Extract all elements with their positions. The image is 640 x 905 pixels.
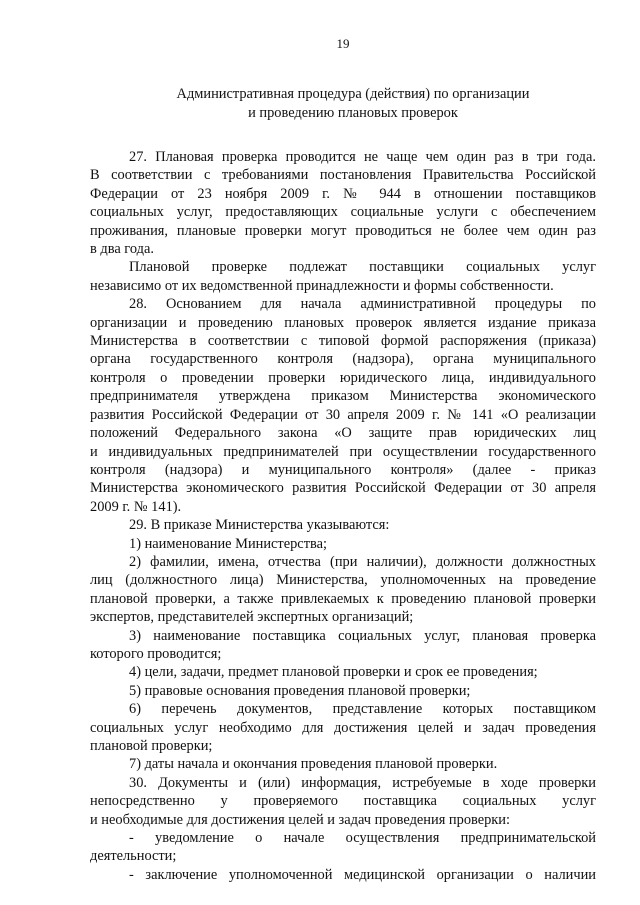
text-line: Плановой проверке подлежат поставщики социальных услуг xyxy=(129,259,596,276)
text-line: 2009 г. № 141). xyxy=(90,498,182,515)
paragraph-29 xyxy=(90,516,596,534)
text-line: организации и проведению плановых проверок является издание приказа xyxy=(90,314,596,331)
paragraph-27-subjects xyxy=(90,258,596,295)
section-title-line-1: Административная процедура (действия) по организации xyxy=(176,86,530,102)
text-line: которого проводится; xyxy=(90,645,222,662)
list-item-5 xyxy=(90,682,596,700)
page-number: 19 xyxy=(336,36,350,51)
list-item-4 xyxy=(90,663,596,681)
text-line: 1) наименование Министерства; xyxy=(129,535,327,552)
text-line: - заключение уполномоченной медицинской организации о наличии xyxy=(129,866,596,883)
text-line: лиц (должностного лица) Министерства, уполномоченных на проведение xyxy=(90,572,596,589)
paragraph-28 xyxy=(90,295,596,516)
section-title xyxy=(90,85,596,123)
dash-item-1 xyxy=(90,829,596,866)
text-line: Министерства в соответствии с типовой формой распоряжения (приказа) xyxy=(90,333,596,350)
text-line: 27. Плановая проверка проводится не чаще чем один раз в три года. xyxy=(129,149,596,165)
text-line: 6) перечень документов, представление которых поставщиком xyxy=(129,701,596,718)
text-line: 28. Основанием для начала административной процедуры по xyxy=(129,296,596,313)
text-line: и индивидуальных предпринимателей при осуществлении государственного xyxy=(90,443,596,460)
text-line: 4) цели, задачи, предмет плановой проверки и срок ее проведения; xyxy=(129,664,538,681)
text-line: экспертов, представителей экспертных организаций; xyxy=(90,609,414,626)
text-line: деятельности; xyxy=(90,848,177,865)
list-item-3 xyxy=(90,627,596,664)
text-line: В соответствии с требованиями постановления Правительства Российской xyxy=(90,167,596,184)
paragraph-30 xyxy=(90,774,596,829)
list-item-6 xyxy=(90,700,596,755)
text-line: органа государственного контроля (надзора), органа муниципального xyxy=(90,351,596,368)
text-line: положений Федерального закона «О защите прав юридических лиц xyxy=(90,425,596,442)
text-line: плановой проверки; xyxy=(90,738,213,754)
section-title-line-2: и проведению плановых проверок xyxy=(248,105,458,121)
list-item-2 xyxy=(90,553,596,627)
text-line: 30. Документы и (или) информация, истребуемые в ходе проверки xyxy=(129,774,596,791)
text-line: Министерства экономического развития Российской Федерации от 30 апреля xyxy=(90,480,596,497)
text-line: 3) наименование поставщика социальных услуг, плановая проверка xyxy=(129,627,596,644)
list-item-1 xyxy=(90,535,596,553)
text-line: контроля о проведении проверки юридического лица, индивидуального xyxy=(90,369,596,386)
text-line: предпринимателя утверждена приказом Министерства экономического xyxy=(90,388,596,405)
text-line: в два года. xyxy=(90,241,154,258)
text-line: и необходимые для достижения целей и задач проведения проверки: xyxy=(90,811,510,828)
text-line: 7) даты начала и окончания проведения плановой проверки. xyxy=(129,756,498,773)
text-line: контроля (надзора) и муниципального контроля» (далее - приказ xyxy=(90,461,596,478)
text-line: плановой проверки, а также привлекаемых к проведению плановой проверки xyxy=(90,590,596,607)
text-line: непосредственно у проверяемого поставщика социальных услуг xyxy=(90,793,596,810)
text-line: социальных услуг необходимо для достижения целей и задач проведения xyxy=(90,719,596,736)
paragraph-27 xyxy=(90,148,596,258)
text-line: проживания, плановые проверки могут проводиться не более чем один раз xyxy=(90,222,596,239)
text-line: социальных услуг, предоставляющих социальные услуги с обеспечением xyxy=(90,204,596,221)
text-line: 2) фамилии, имена, отчества (при наличии), должности должностных xyxy=(129,553,596,570)
list-item-7 xyxy=(90,755,596,773)
text-line: - уведомление о начале осуществления предпринимательской xyxy=(129,830,596,847)
text-line: развития Российской Федерации от 30 апреля 2009 г. № 141 «О реализации xyxy=(90,406,596,423)
text-line: Федерации от 23 ноября 2009 г. № 944 в отношении поставщиков xyxy=(90,185,596,202)
dash-item-2 xyxy=(90,866,596,884)
text-line: 5) правовые основания проведения плановой проверки; xyxy=(129,682,471,699)
text-line: независимо от их ведомственной принадлежности и формы собственности. xyxy=(90,277,554,294)
text-line: 29. В приказе Министерства указываются: xyxy=(129,517,390,534)
